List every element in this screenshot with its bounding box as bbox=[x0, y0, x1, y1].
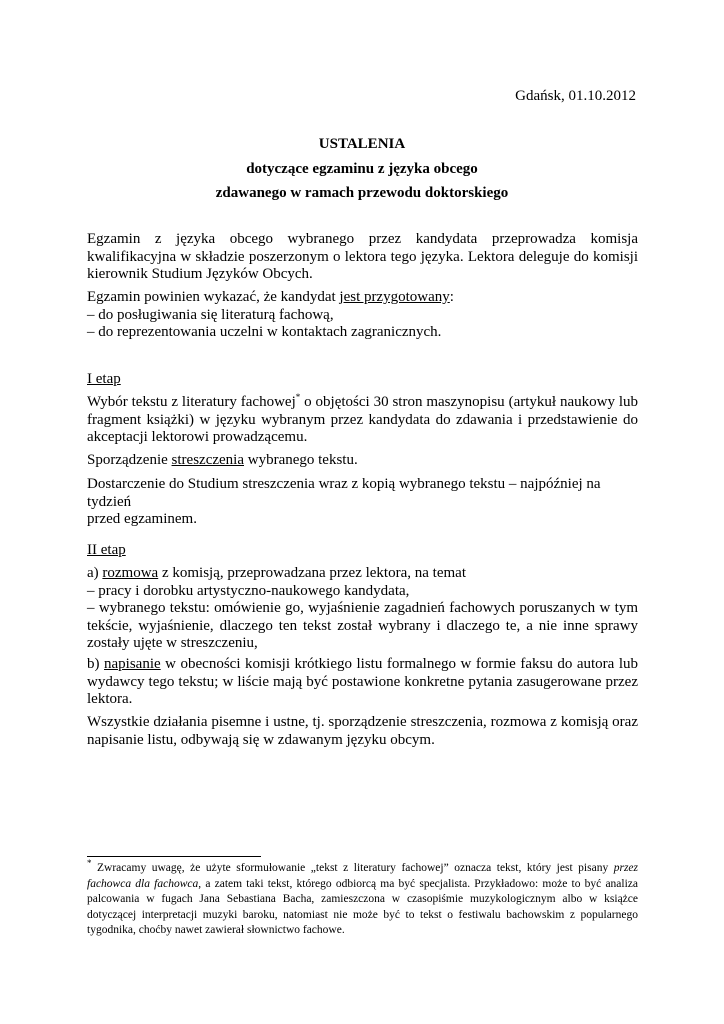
stage2-point-b bbox=[87, 656, 638, 709]
document-title: USTALENIA bbox=[318, 136, 406, 152]
point-a-suffix: z komisją, przeprowadzana przez lektora, na temat bbox=[158, 565, 466, 581]
stage1-text-cont: o objętości 30 stron maszynopisu (artykuł naukowy lub fragment książki) w języku wybranym przez kandydata do zdawania i przedstawienie do akceptacji lektorowi prowadzącemu. bbox=[87, 394, 638, 445]
stage1-p2-underlined: streszczenia bbox=[171, 452, 244, 468]
point-a-prefix: a) bbox=[87, 565, 103, 581]
point-b-suffix: w obecności komisji krótkiego listu formalnego w formie faksu do autora lub wydawcy tego tekstu; w liście mają być postawione konkretne pytania zasugerowane przez lektora. bbox=[87, 656, 638, 707]
stage1-paragraph-1 bbox=[87, 394, 638, 447]
stage1-p2-prefix: Sporządzenie bbox=[87, 452, 172, 468]
stage1-paragraph-2 bbox=[87, 452, 638, 470]
stage1-p3-line: przed egzaminem. bbox=[87, 511, 197, 527]
footnote-italic: przez fachowca dla fachowca bbox=[87, 862, 638, 890]
stage1-p2-suffix: wybranego tekstu. bbox=[244, 452, 358, 468]
stage2-point-a bbox=[87, 565, 638, 653]
requirement-item: – do posługiwania się literaturą fachową, bbox=[87, 306, 334, 323]
requirement-item: – do reprezentowania uczelni w kontaktach zagranicznych. bbox=[87, 324, 442, 340]
requirements-prefix: Egzamin powinien wykazać, że kandydat bbox=[87, 289, 340, 305]
footnote-text: Zwracamy uwagę, że użyte sformułowanie „tekst z literatury fachowej” oznacza tekst, który jest pisany bbox=[91, 862, 614, 874]
footnote bbox=[87, 858, 639, 939]
intro-paragraph: Egzamin z języka obcego wybranego przez kandydata przeprowadza komisja kwalifikacyjna w składzie poszerzonym o lektora tego języka. Lektora deleguje do komisji kierownik Studium Języków Obcych. bbox=[87, 231, 638, 282]
point-a-item: – pracy i dorobku artystyczno-naukowego kandydata, bbox=[87, 582, 410, 599]
footnote-marker: * bbox=[87, 858, 92, 869]
point-a-underlined: rozmowa bbox=[102, 565, 159, 581]
intro-requirements bbox=[87, 289, 638, 342]
point-b-prefix: b) bbox=[87, 656, 105, 672]
requirements-sentence bbox=[87, 289, 638, 307]
place-date: Gdańsk, 01.10.2012 bbox=[515, 88, 636, 104]
stage2-heading: II etap bbox=[87, 542, 126, 558]
document-subtitle-line2: zdawanego w ramach przewodu doktorskiego bbox=[215, 185, 509, 201]
footnote-text-cont: , a zatem taki tekst, którego odbiorcą ma być specjalista. Przykładowo: może to być analiza palcowania w fugach Jana Sebastiana Bacha, zamieszczona w czasopiśmie muzykologicznym albo w książce dotyczącej interpretacji muzyki baroku, natomiast nie może być to tekst o festiwalu bachowskim z popularnego tygodnika, choćby nawet zawierał słownictwo fachowe. bbox=[87, 877, 639, 936]
requirements-underlined: jest przygotowany bbox=[339, 289, 450, 305]
footnote-reference: * bbox=[295, 392, 301, 402]
stage2-closing: Wszystkie działania pisemne i ustne, tj. sporządzenie streszczenia, rozmowa z komisją oraz napisanie listu, odbywają się w zdawanym języku obcym. bbox=[87, 714, 638, 748]
stage1-p3-line: Dostarczenie do Studium streszczenia wraz z kopią wybranego tekstu – najpóźniej na tydzień bbox=[87, 476, 601, 510]
point-a-item: – wybranego tekstu: omówienie go, wyjaśnienie zagadnień fachowych poruszanych w tym tekście, wyjaśnienie, dlaczego ten tekst został wybrany i dlaczego te, a nie inne sprawy zostały ujęte w streszczeniu, bbox=[87, 600, 638, 651]
stage1-heading: I etap bbox=[87, 371, 121, 387]
stage1-paragraph-3 bbox=[87, 476, 638, 529]
footnote-separator bbox=[87, 856, 261, 857]
requirements-suffix: : bbox=[449, 289, 454, 305]
point-b-underlined: napisanie bbox=[104, 656, 161, 672]
document-subtitle-line1: dotyczące egzaminu z języka obcego bbox=[246, 161, 478, 177]
stage1-text: Wybór tekstu z literatury fachowej bbox=[87, 394, 296, 410]
point-a-intro bbox=[87, 565, 638, 583]
